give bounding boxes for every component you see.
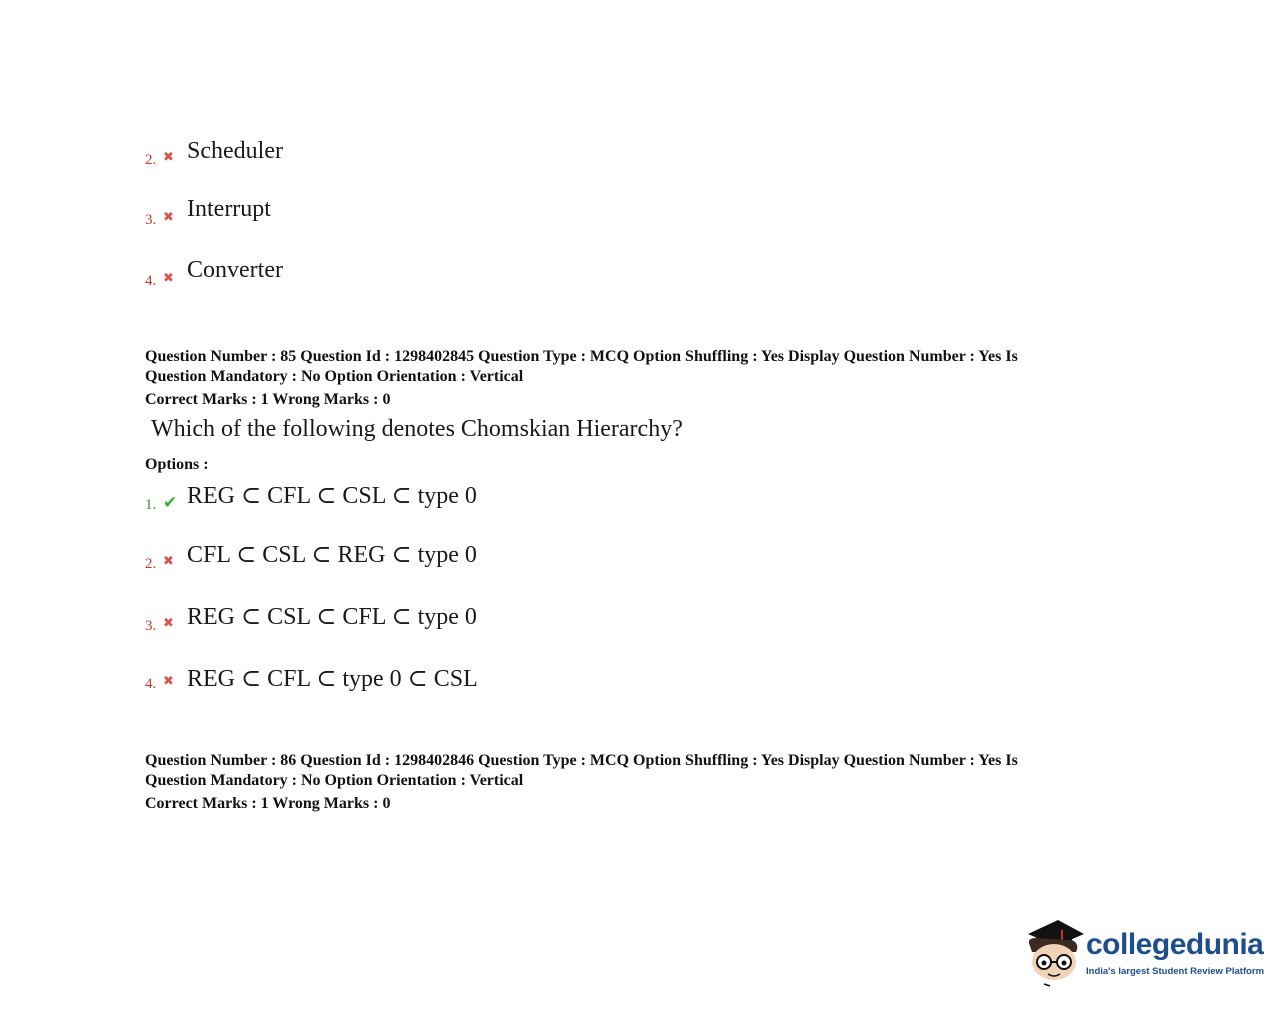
option-text: REG ⊂ CFL ⊂ CSL ⊂ type 0 xyxy=(187,483,477,509)
option-number: 3. xyxy=(145,212,157,228)
logo-tagline: India's largest Student Review Platform xyxy=(1086,966,1265,977)
option-text: REG ⊂ CSL ⊂ CFL ⊂ type 0 xyxy=(187,604,477,630)
question-marks: Correct Marks : 1 Wrong Marks : 0 xyxy=(145,795,391,812)
option-text: Converter xyxy=(187,257,283,283)
cross-icon: ✖ xyxy=(163,554,174,569)
option-text: CFL ⊂ CSL ⊂ REG ⊂ type 0 xyxy=(187,542,477,568)
cross-icon: ✖ xyxy=(163,271,174,286)
meta-line: Question Number : 85 Question Id : 1298402845 Question Type : MCQ Option Shuffling : Yes Display Question Number : Yes Is xyxy=(145,348,1018,365)
option-text: Interrupt xyxy=(187,196,271,222)
cross-icon: ✖ xyxy=(163,616,174,631)
options-label: Options : xyxy=(145,456,209,473)
collegedunia-logo xyxy=(1022,916,1265,988)
question-meta xyxy=(145,347,1145,387)
logo-wordmark: collegedunia xyxy=(1086,928,1264,961)
cross-icon: ✖ xyxy=(163,210,174,225)
option-number: 4. xyxy=(145,273,157,289)
option-number: 4. xyxy=(145,676,157,692)
mascot-icon xyxy=(1022,916,1086,988)
meta-line: Question Number : 86 Question Id : 1298402846 Question Type : MCQ Option Shuffling : Yes Display Question Number : Yes Is xyxy=(145,752,1018,769)
meta-line: Question Mandatory : No Option Orientation : Vertical xyxy=(145,368,524,385)
option-text: REG ⊂ CFL ⊂ type 0 ⊂ CSL xyxy=(187,666,478,692)
question-meta xyxy=(145,751,1145,791)
question-marks: Correct Marks : 1 Wrong Marks : 0 xyxy=(145,391,391,408)
option-text: Scheduler xyxy=(187,138,283,164)
option-number: 2. xyxy=(145,556,157,572)
cross-icon: ✖ xyxy=(163,674,174,689)
cross-icon: ✖ xyxy=(163,150,174,165)
check-icon: ✔ xyxy=(163,493,178,513)
question-text: Which of the following denotes Chomskian Hierarchy? xyxy=(151,416,683,442)
option-number: 2. xyxy=(145,152,157,168)
option-number: 3. xyxy=(145,618,157,634)
meta-line: Question Mandatory : No Option Orientation : Vertical xyxy=(145,772,524,789)
option-number: 1. xyxy=(145,497,157,513)
